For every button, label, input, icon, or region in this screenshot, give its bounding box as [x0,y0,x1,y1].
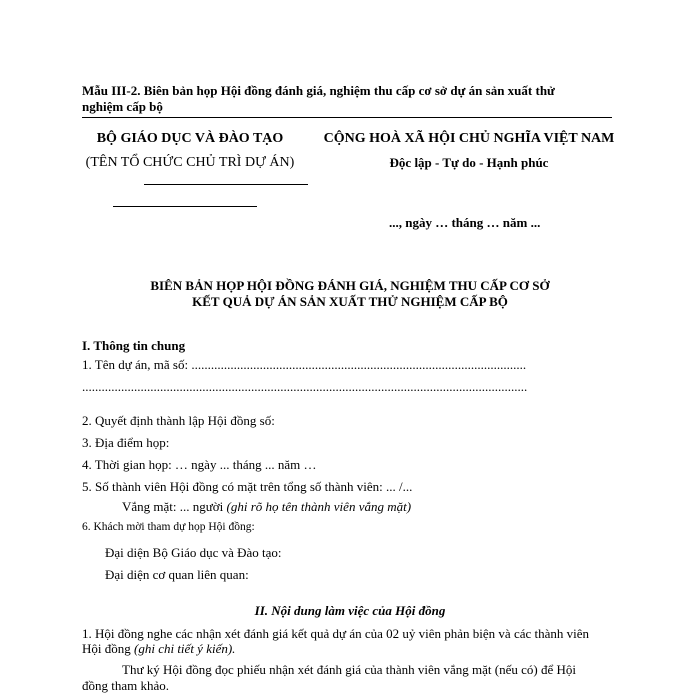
place-date: ..., ngày … tháng … năm ... [389,215,541,230]
ministry-name: BỘ GIÁO DỤC VÀ ĐÀO TẠO [96,131,284,146]
secretary-para-line2: đồng tham khảo. [82,678,170,693]
absent-members-note: (ghi rõ họ tên thành viên vắng mặt) [226,499,412,514]
section-general-info-heading: I. Thông tin chung [82,338,186,353]
document-title-line2: KẾT QUẢ DỰ ÁN SẢN XUẤT THỬ NGHIỆM CẤP BỘ [192,294,508,309]
members-present-field: 5. Số thành viên Hội đồng có mặt trên tổng số thành viên: ... /... [82,479,413,494]
national-motto: Độc lập - Tự do - Hạnh phúc [389,155,549,170]
project-name-field-continuation: ......................................................................................................................................... [82,379,528,394]
council-review-label: Hội đồng [82,641,134,656]
absent-members-field [122,499,411,515]
nation-name: CỘNG HOÀ XÃ HỘI CHỦ NGHĨA VIỆT NAM [323,131,615,146]
signature-line-1 [144,184,308,185]
project-name-field: 1. Tên dự án, mã số: ....................................................................................................... [82,357,527,372]
form-title-rule [82,117,612,118]
absent-members-label: Vắng mặt: ... người [122,499,227,514]
project-org-name: (TÊN TỔ CHỨC CHỦ TRÌ DỰ ÁN) [85,155,295,170]
form-title-line2: nghiệm cấp bộ [82,99,163,114]
council-decision-field: 2. Quyết định thành lập Hội đồng số: [82,413,275,428]
signature-line-2 [113,206,257,207]
section-council-work-heading: II. Nội dung làm việc của Hội đồng [254,603,446,618]
secretary-para-line1: Thư ký Hội đồng đọc phiếu nhận xét đánh giá của thành viên vắng mặt (nếu có) để Hội [122,662,576,677]
document-title-line1: BIÊN BẢN HỌP HỘI ĐỒNG ĐÁNH GIÁ, NGHIỆM THU CẤP CƠ SỞ [150,278,550,293]
meeting-time-field: 4. Thời gian họp: … ngày ... tháng ... năm … [82,457,317,472]
meeting-location-field: 3. Địa điểm họp: [82,435,170,450]
council-review-note: (ghi chi tiết ý kiến). [134,641,236,656]
council-review-para-line2 [82,641,235,657]
form-title-line1: Mẫu III-2. Biên bản họp Hội đồng đánh giá, nghiệm thu cấp cơ sở dự án sản xuất thử [82,83,555,98]
guest-agency-rep: Đại diện cơ quan liên quan: [105,567,249,582]
guest-ministry-rep: Đại diện Bộ Giáo dục và Đào tạo: [105,545,282,560]
guests-field: 6. Khách mời tham dự họp Hội đồng: [82,521,255,533]
council-review-para-line1: 1. Hội đồng nghe các nhận xét đánh giá kết quả dự án của 02 uỷ viên phản biện và các thành viên [82,626,590,641]
